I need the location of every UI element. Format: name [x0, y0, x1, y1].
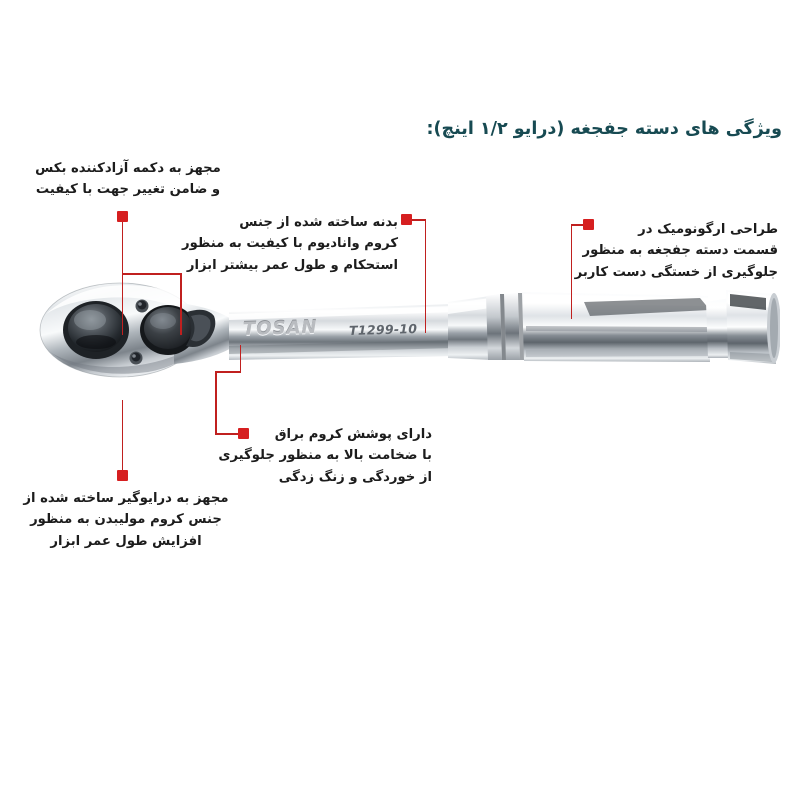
leader-line-body-material-v — [425, 219, 427, 333]
callout-socket-holder — [22, 488, 230, 552]
leader-line-chrome-v2 — [240, 345, 242, 372]
leader-line-release-button-h — [122, 273, 182, 275]
callout-marker-ergonomic-design[interactable] — [583, 219, 594, 230]
callout-marker-socket-holder[interactable] — [117, 470, 128, 481]
callout-release-button-line-1: مجهز به دکمه آزادکننده بکس — [35, 161, 221, 176]
callout-socket-holder-line-1: مجهز به درایوگیر ساخته شده از — [23, 491, 229, 506]
callout-body-material-line-1: بدنه ساخته شده از جنس — [239, 215, 398, 230]
leader-line-chrome-h1 — [215, 433, 239, 435]
page-title: ویژگی های دسته جفجغه (درایو ۱/۲ اینچ): — [426, 119, 782, 139]
ergonomic-grip — [522, 292, 710, 362]
callout-socket-holder-line-3: افزایش طول عمر ابزار — [50, 533, 202, 549]
leader-line-release-button — [122, 222, 124, 274]
callout-body-material-line-2: کروم وانادیوم با کیفیت به منظور — [182, 236, 398, 252]
callout-marker-body-material[interactable] — [401, 214, 412, 225]
ratchet-handle-illustration — [24, 268, 780, 408]
leader-line-release-button-b2 — [180, 273, 182, 335]
callout-chrome-coating-line-2: با ضخامت بالا به منظور جلوگیری — [218, 448, 432, 464]
callout-release-button-line-2: و ضامن تغییر جهت با کیفیت — [35, 182, 221, 198]
callout-ergonomic-design — [574, 219, 778, 283]
leader-line-socket-holder — [122, 400, 124, 471]
model-number: T1299-10 — [348, 321, 418, 338]
callout-marker-release-button[interactable] — [117, 211, 128, 222]
square-drive-knob[interactable] — [63, 301, 129, 359]
leader-line-chrome-v1 — [215, 372, 217, 434]
callout-body-material — [182, 212, 398, 276]
callout-chrome-coating — [218, 424, 432, 488]
callout-ergonomic-design-line-1: طراحی ارگونومیک در — [638, 222, 778, 237]
shaft-bend — [448, 296, 492, 360]
handle-end-cap — [726, 290, 780, 364]
leader-line-ergonomic-v — [571, 224, 573, 319]
leader-line-release-button-b1 — [122, 273, 124, 335]
callout-marker-chrome-coating[interactable] — [238, 428, 249, 439]
callout-chrome-coating-line-1: دارای پوشش کروم براق — [274, 427, 432, 442]
callout-chrome-coating-line-3: از خوردگی و زنگ زدگی — [278, 469, 432, 485]
callout-ergonomic-design-line-2: قسمت دسته جفجغه به منظور — [582, 243, 778, 259]
chrome-rings — [486, 293, 526, 360]
brand-engraving: TOSAN — [242, 316, 318, 341]
callout-release-button — [22, 158, 234, 201]
callout-socket-holder-line-2: جنس کروم مولیبدن به منظور — [30, 512, 222, 528]
callout-body-material-line-3: استحکام و طول عمر بیشتر ابزار — [186, 257, 398, 273]
callout-ergonomic-design-line-3: جلوگیری از خستگی دست کاربر — [574, 264, 778, 280]
leader-line-chrome-h2 — [215, 371, 241, 373]
